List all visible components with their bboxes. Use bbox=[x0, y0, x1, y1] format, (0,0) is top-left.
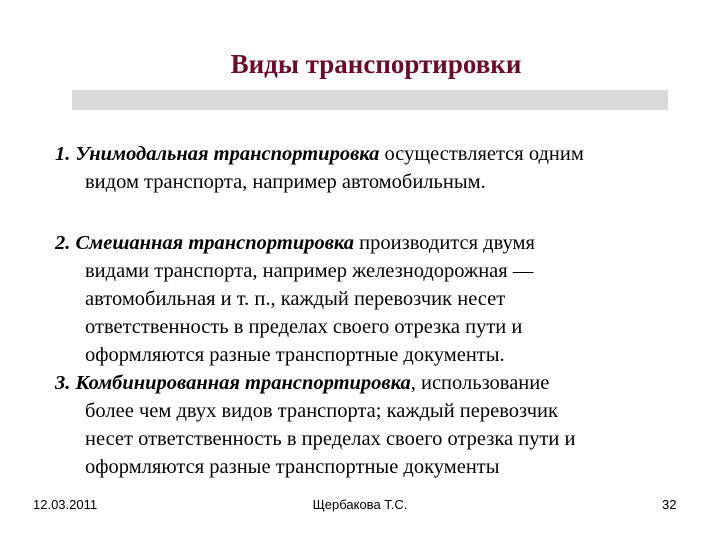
item-3-line-2: более чем двух видов транспорта; каждый перевозчик bbox=[85, 400, 558, 422]
item-2-lead: 2. Смешанная транспортировка bbox=[55, 232, 355, 254]
item-3-lead: 3. Комбинированная транспортировка bbox=[55, 372, 411, 394]
slide-title: Виды транспортировки bbox=[230, 49, 522, 79]
footer-page-number: 32 bbox=[662, 497, 677, 512]
item-2-text: производится двумя bbox=[354, 232, 535, 254]
item-2-line-5: оформляются разные транспортные документы. bbox=[85, 344, 505, 366]
item-3-first-line bbox=[55, 369, 549, 397]
item-2-line-2: видами транспорта, например железнодорожная — bbox=[85, 260, 534, 282]
item-3-line-3: несет ответственность в пределах своего отрезка пути и bbox=[85, 428, 576, 450]
item-1-first-line bbox=[55, 140, 584, 168]
item-2-line-4: ответственность в пределах своего отрезка пути и bbox=[85, 316, 523, 338]
item-2-first-line bbox=[55, 229, 535, 257]
footer-date: 12.03.2011 bbox=[33, 497, 98, 512]
title-underline-bar bbox=[72, 90, 668, 110]
item-1-lead: 1. Унимодальная транспортировка bbox=[55, 143, 380, 165]
item-2-line-3: автомобильная и т. п., каждый перевозчик несет bbox=[85, 288, 506, 310]
item-3-text: , использование bbox=[410, 372, 550, 394]
footer-author: Щербакова Т.С. bbox=[312, 497, 408, 512]
item-1-text: осуществляется одним bbox=[379, 143, 584, 165]
item-3-line-4: оформляются разные транспортные документы bbox=[85, 456, 500, 478]
item-1-line-2: видом транспорта, например автомобильным. bbox=[85, 171, 486, 193]
